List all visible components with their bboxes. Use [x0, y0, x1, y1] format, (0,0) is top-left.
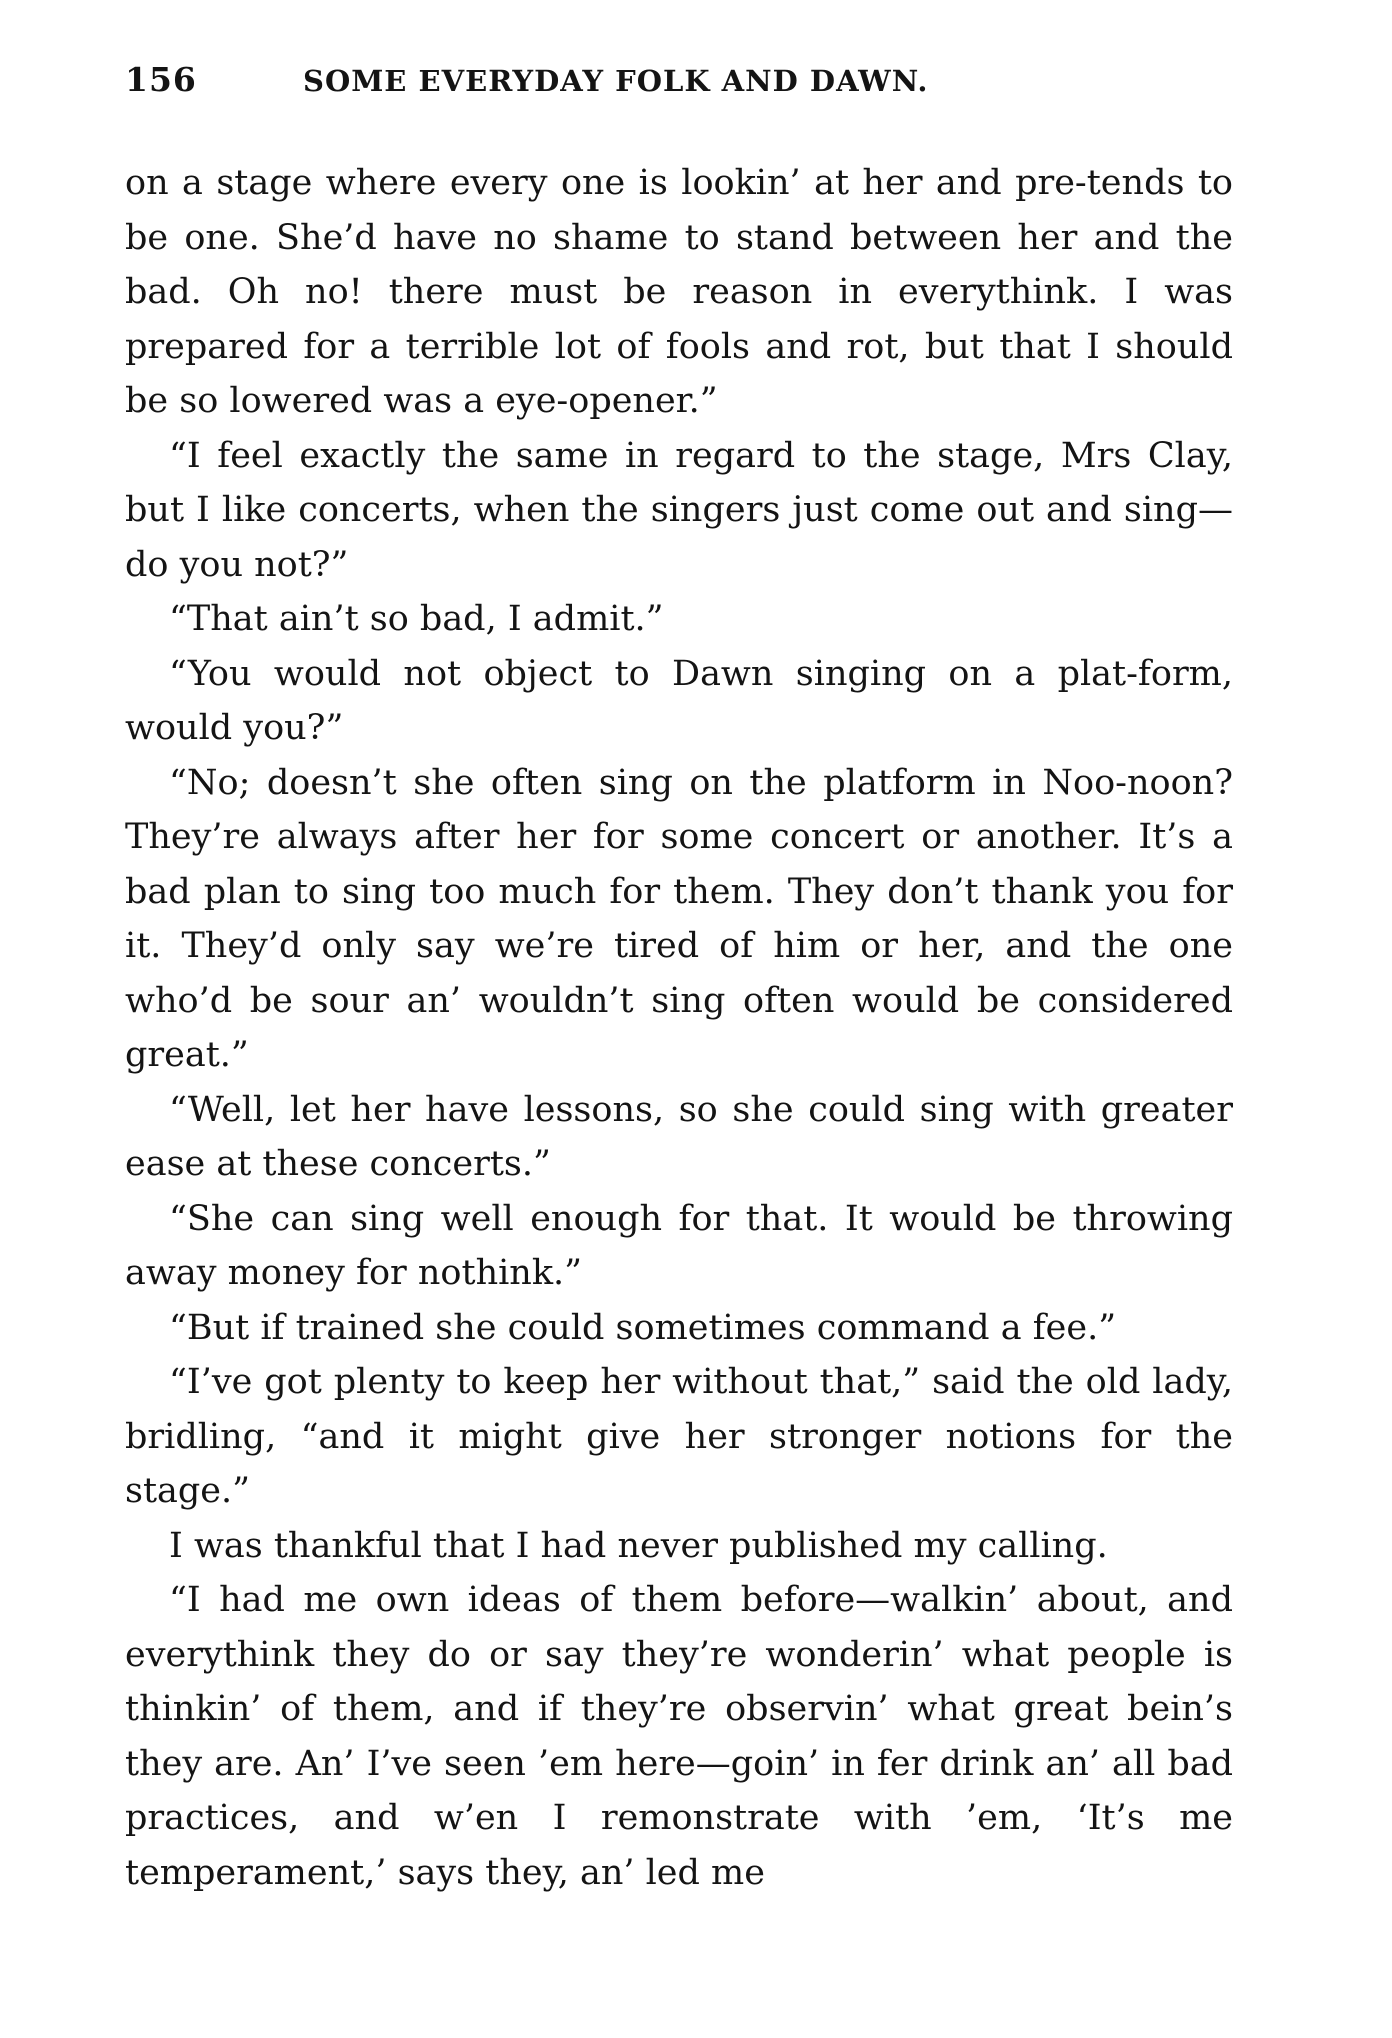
running-title: SOME EVERYDAY FOLK AND DAWN. [303, 64, 929, 98]
paragraph: “No; doesn’t she often sing on the platform in Noo-noon? They’re always after her for some concert or another. It’s a bad plan to sing too much for them. They don’t thank you for it. They’d only say we’re tired of him or her, and the one who’d be sour an’ wouldn’t sing often would be considered great.” [125, 762, 1233, 1075]
paragraph: I was thankful that I had never published my calling. [169, 1525, 1108, 1566]
book-page [125, 50, 1233, 1900]
body-text [125, 156, 1233, 1900]
paragraph: “I’ve got plenty to keep her without that,” said the old lady, bridling, “and it might give her stronger notions for the stage.” [125, 1362, 1233, 1511]
paragraph: “Well, let her have lessons, so she could sing with greater ease at these concerts.” [125, 1089, 1233, 1184]
paragraph: “That ain’t so bad, I admit.” [169, 599, 664, 639]
paragraph-continuation: on a stage where every one is lookin’ at her and pre-tends to be one. She’d have no shame to stand between her and the bad. Oh no! there must be reason in everythink. I was prepared for a terrible lot of fools and rot, but that I should be so lowered was a eye-opener.” [125, 163, 1233, 421]
paragraph: “But if trained she could sometimes command a fee.” [169, 1307, 1117, 1348]
paragraph: “She can sing well enough for that. It would be throwing away money for nothink.” [125, 1198, 1233, 1293]
running-head [125, 50, 1233, 110]
page-number: 156 [125, 60, 197, 99]
paragraph: “I had me own ideas of them before—walkin’ about, and everythink they do or say they’re wonderin’ what people is thinkin’ of them, and if they’re observin’ what great bein’s they are. An’ I’ve seen ’em here—goin’ in fer drink an’ all bad practices, and w’en I remonstrate with ’em, ‘It’s me temperament,’ says they, an’ led me [125, 1580, 1233, 1893]
paragraph: “I feel exactly the same in regard to the stage, Mrs Clay, but I like concerts, when the singers just come out and sing—do you not?” [125, 435, 1233, 585]
paragraph: “You would not object to Dawn singing on a plat-form, would you?” [125, 653, 1233, 748]
